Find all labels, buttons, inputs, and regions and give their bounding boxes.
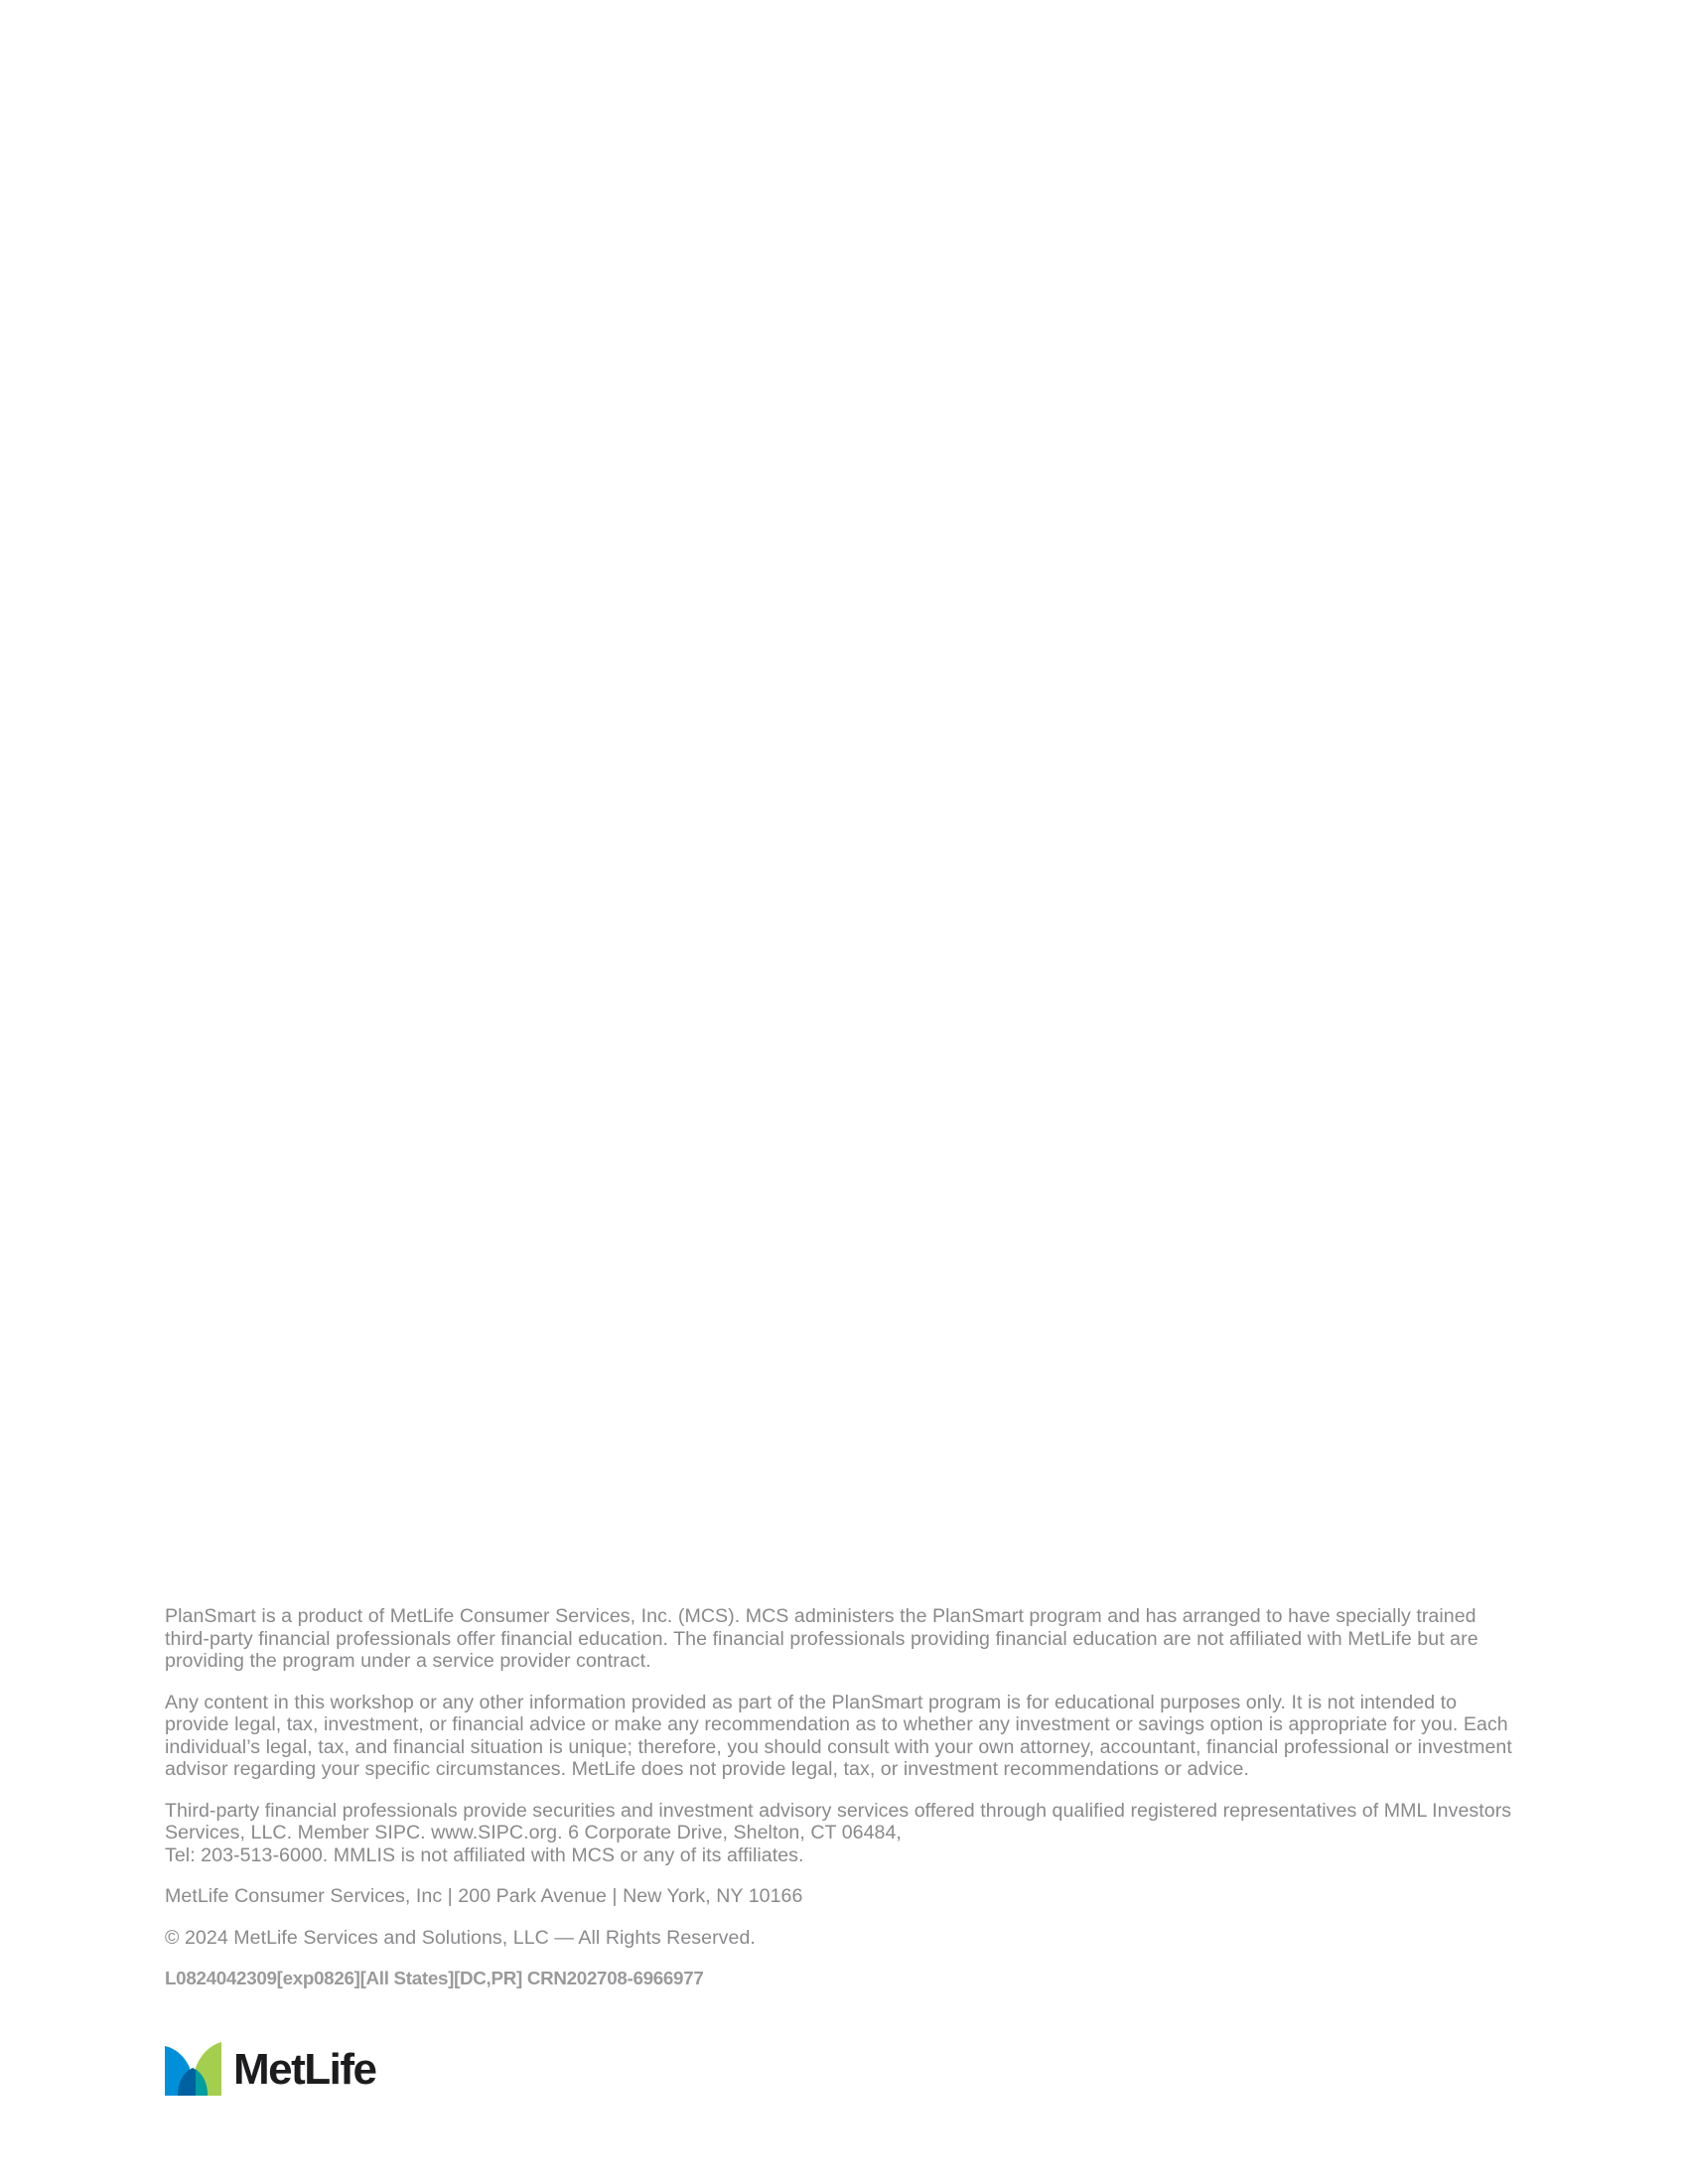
- metlife-mark-icon: [165, 2042, 221, 2096]
- disclosure-plansmart-paragraph: PlanSmart is a product of MetLife Consumer Services, Inc. (MCS). MCS administers the PlanSmart program and has arranged to have specially trained third-party financial professionals offer financial education. The financial professionals providing financial education are not affiliated with MetLife but are providing the program under a service provider contract.: [165, 1605, 1478, 1672]
- disclosure-mmlis-line1: Third-party financial professionals provide securities and investment advisory services offered through qualified registered representatives of MML Investors Services, LLC. Member SIPC. www.SIPC.org. 6 Corporate Drive, Shelton, CT 06484,: [165, 1799, 1512, 1843]
- disclosure-mmlis-paragraph: [165, 1800, 1525, 1867]
- company-address: MetLife Consumer Services, Inc | 200 Park Avenue | New York, NY 10166: [165, 1885, 803, 1907]
- document-code: L0824042309[exp0826][All States][DC,PR] CRN202708-6966977: [165, 1968, 704, 1988]
- metlife-wordmark: MetLife: [233, 2045, 376, 2094]
- disclosure-educational-paragraph: Any content in this workshop or any other information provided as part of the PlanSmart program is for educational purposes only. It is not intended to provide legal, tax, investment, or financial advice or make any recommendation as to whether any investment or savings option is appropriate for you. Each individual’s legal, tax, and financial situation is unique; therefore, you should consult with your own attorney, accountant, financial professional or investment advisor regarding your specific circumstances. MetLife does not provide legal, tax, or investment recommendations or advice.: [165, 1691, 1512, 1780]
- disclosure-mmlis-line2: Tel: 203-513-6000. MMLIS is not affiliated with MCS or any of its affiliates.: [165, 1843, 804, 1866]
- copyright-notice: © 2024 MetLife Services and Solutions, LLC — All Rights Reserved.: [165, 1926, 756, 1949]
- disclosure-block: [165, 1605, 1525, 1990]
- metlife-logo: [165, 2042, 423, 2096]
